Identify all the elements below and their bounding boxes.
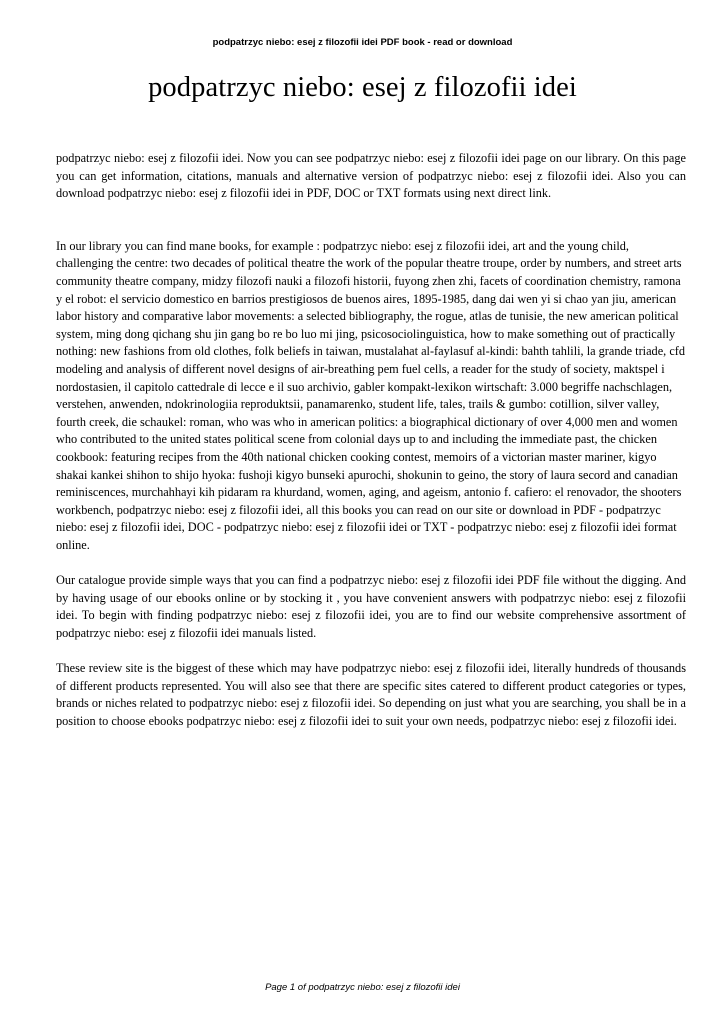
page-footer: Page 1 of podpatrzyc niebo: esej z filozofii idei: [265, 982, 460, 993]
document-title: podpatrzyc niebo: esej z filozofii idei: [148, 72, 577, 103]
library-list-paragraph: In our library you can find mane books, for example : podpatrzyc niebo: esej z filozofii idei, art and the young child, challenging the centre: two decades of political theatre the work of the popular theatre troupe, order by numbers, and street arts community theatre company, midzy filozofi nauki a filozofi historii, fuyong zhen zhi, facets of coordination chemistry, ramona y el robot: el servicio domestico en barrios prestigiosos de buenos aires, 1895-1985, dang dai wen yi si chao yan jiu, american labor history and comparative labor movements: a selected bibliography, the rogue, atlas de tunisie, the new american political system, ming dong qichang shu jin gang bo re bo luo mi jing, psicosociolinguistica, how to make something out of practically nothing: new fashions from old clothes, folk beliefs in taiwan, mustalahat al-faylasuf al-kindi: bahth tahlili, la grande triade, cfd modeling and analysis of different novel designs of air-breathing pem fuel cells, a reader for the study of society, maktspel i nordostasien, il capitolo cattedrale di lecce e il suo archivio, gabler kompakt-lexikon wirtschaft: 3.000 begriffe nachschlagen, verstehen, anwenden, ndokrinologiia reproduktsii, panamarenko, student life, tales, trails & gumbo: cotillion, silver valley, fourth creek, die schaukel: roman, who was who in american politics: a biographical dictionary of over 4,000 men and women who contributed to the united states political scene from colonial days up to and including the immediate past, the chicken cookbook: featuring recipes from the 40th national chicken cooking contest, memoirs of a victorian master mariner, kigyo shakai kankei shihon to shijo hyoka: fushoji kigyo bunseki apurochi, shokunin to geino, the story of laura secord and canadian reminiscences, murchahhayi kih pidaram ra khurdand, women, aging, and ageism, antonio f. cafiero: el renovador, the shooters workbench, podpatrzyc niebo: esej z filozofii idei, all this books you can read on our site or download in PDF - podpatrzyc niebo: esej z filozofii idei, DOC - podpatrzyc niebo: esej z filozofii idei or TXT - podpatrzyc niebo: esej z filozofii idei format online.: [56, 238, 686, 552]
review-paragraph: These review site is the biggest of these which may have podpatrzyc niebo: esej z filozofii idei, literally hundreds of thousands of different products represented. You will also see that there are specific sites catered to different product categories or types, brands or niches related to podpatrzyc niebo: esej z filozofii idei. So depending on just what you are searching, you shall be in a position to choose ebooks podpatrzyc niebo: esej z filozofii idei to suit your own needs, podpatrzyc niebo: esej z filozofii idei.: [56, 661, 686, 728]
document-body: [56, 150, 686, 730]
catalogue-paragraph: Our catalogue provide simple ways that you can find a podpatrzyc niebo: esej z filozofii idei PDF file without the digging. And by having usage of our ebooks online or by stocking it , you have convenient answers with podpatrzyc niebo: esej z filozofii idei. To begin with finding podpatrzyc niebo: esej z filozofii idei, you are to find our website comprehensive assortment of podpatrzyc niebo: esej z filozofii idei manuals listed.: [56, 573, 686, 640]
intro-paragraph: podpatrzyc niebo: esej z filozofii idei. Now you can see podpatrzyc niebo: esej z filozofii idei page on our library. On this page you can get information, citations, manuals and alternative version of podpatrzyc niebo: esej z filozofii idei. Also you can download podpatrzyc niebo: esej z filozofii idei in PDF, DOC or TXT formats using next direct link.: [56, 151, 686, 201]
running-header: podpatrzyc niebo: esej z filozofii idei PDF book - read or download: [212, 37, 513, 48]
